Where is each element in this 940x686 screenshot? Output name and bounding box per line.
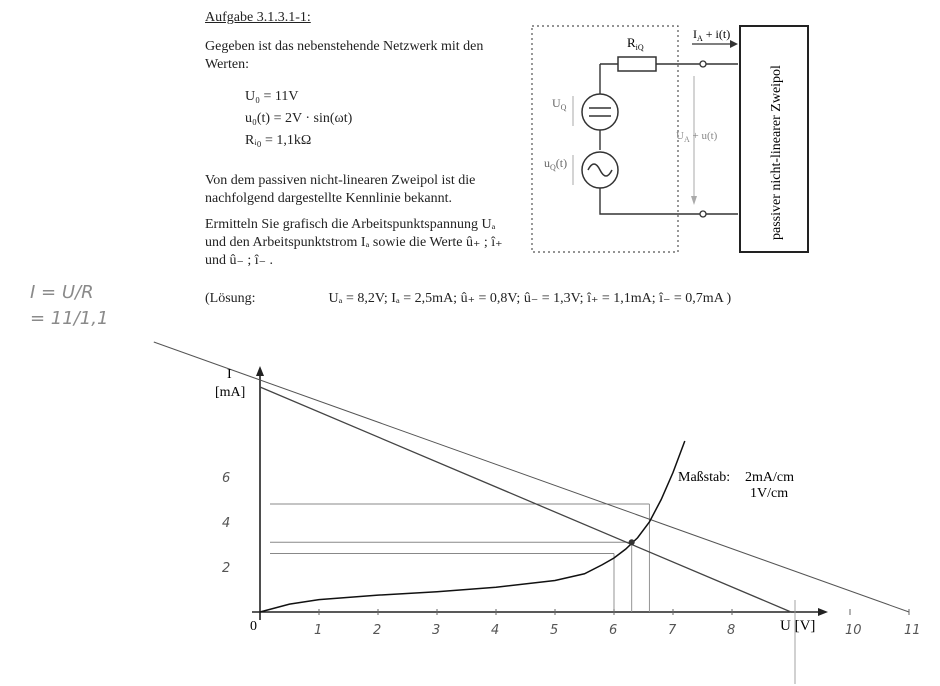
kennlinie-curve: [260, 441, 685, 612]
y-axis-arrow: [256, 366, 264, 376]
task-title: Aufgabe 3.1.3.1-1:: [205, 10, 311, 25]
solution-text: Uₐ = 8,2V; Iₐ = 2,5mA; û₊ = 0,8V; û₋ = 1,3V; î₊ = 1,1mA; î₋ = 0,7mA ): [328, 291, 732, 306]
current-label: $I_A + i(t)$: [693, 27, 731, 43]
dc-source-label: $U_Q$: [552, 96, 567, 112]
y-tick-label: 2: [222, 561, 231, 576]
resistor-label: $R_{iQ}$: [627, 35, 644, 52]
x-tick-label: 6: [609, 623, 618, 638]
two-pole-label: passiver nicht-linearer Zweipol: [769, 65, 784, 240]
x-tick-label: 4: [491, 623, 500, 638]
task-para-3: Ermitteln Sie grafisch die Arbeitspunktspannung Uₐ und den Arbeitspunktstrom Iₐ sowie die Werte û₊ ; î₊ und û₋ ; î₋ .: [205, 217, 503, 268]
x-tick-label: 2: [373, 623, 382, 638]
x-tick-label: 3: [432, 623, 441, 638]
scale-label: Maßstab:: [678, 470, 731, 485]
voltage-label: $U_A + u(t)$: [676, 130, 718, 144]
y-axis-label: I: [227, 367, 232, 382]
x-axis-arrow: [818, 608, 828, 616]
x-axis-label: U [V]: [780, 618, 816, 634]
construction-lines: [270, 504, 795, 684]
x-tick-label: 5: [550, 623, 559, 638]
x-tick-label: 8: [727, 623, 736, 638]
y-axis-unit: [mA]: [215, 385, 246, 400]
origin-label: 0: [250, 619, 257, 634]
margin-line-2: = 11/1,1: [30, 308, 109, 329]
x-tick-label: 7: [668, 623, 677, 638]
given-riq: Rᵢ₀ = 1,1kΩ: [245, 133, 312, 148]
y-tick-label: 4: [222, 516, 231, 531]
y-tick-label: 6: [222, 471, 231, 486]
x-tick-label: 1: [314, 623, 323, 638]
given-uq-t: u₀(t) = 2V · sin(ωt): [245, 111, 353, 126]
scale-value-current: 2mA/cm: [745, 470, 794, 485]
scale-value-voltage: 1V/cm: [750, 486, 789, 501]
load-line: [260, 387, 791, 612]
margin-line-1: I = U/R: [30, 282, 94, 303]
task-intro: Gegeben ist das nebenstehende Netzwerk mit den Werten:: [205, 39, 484, 72]
ac-source-label: $u_Q(t)$: [544, 156, 568, 172]
x-tick-label: 10: [845, 623, 862, 638]
load-line-shifted: [154, 342, 909, 612]
x-tick-label: 11: [904, 623, 921, 638]
solution-label: (Lösung:: [205, 291, 256, 306]
operating-point: [629, 539, 635, 545]
task-para-2: Von dem passiven nicht-linearen Zweipol ist die nachfolgend dargestellte Kennlinie bekannt.: [205, 173, 476, 206]
given-uq: U₀ = 11V: [245, 89, 299, 104]
